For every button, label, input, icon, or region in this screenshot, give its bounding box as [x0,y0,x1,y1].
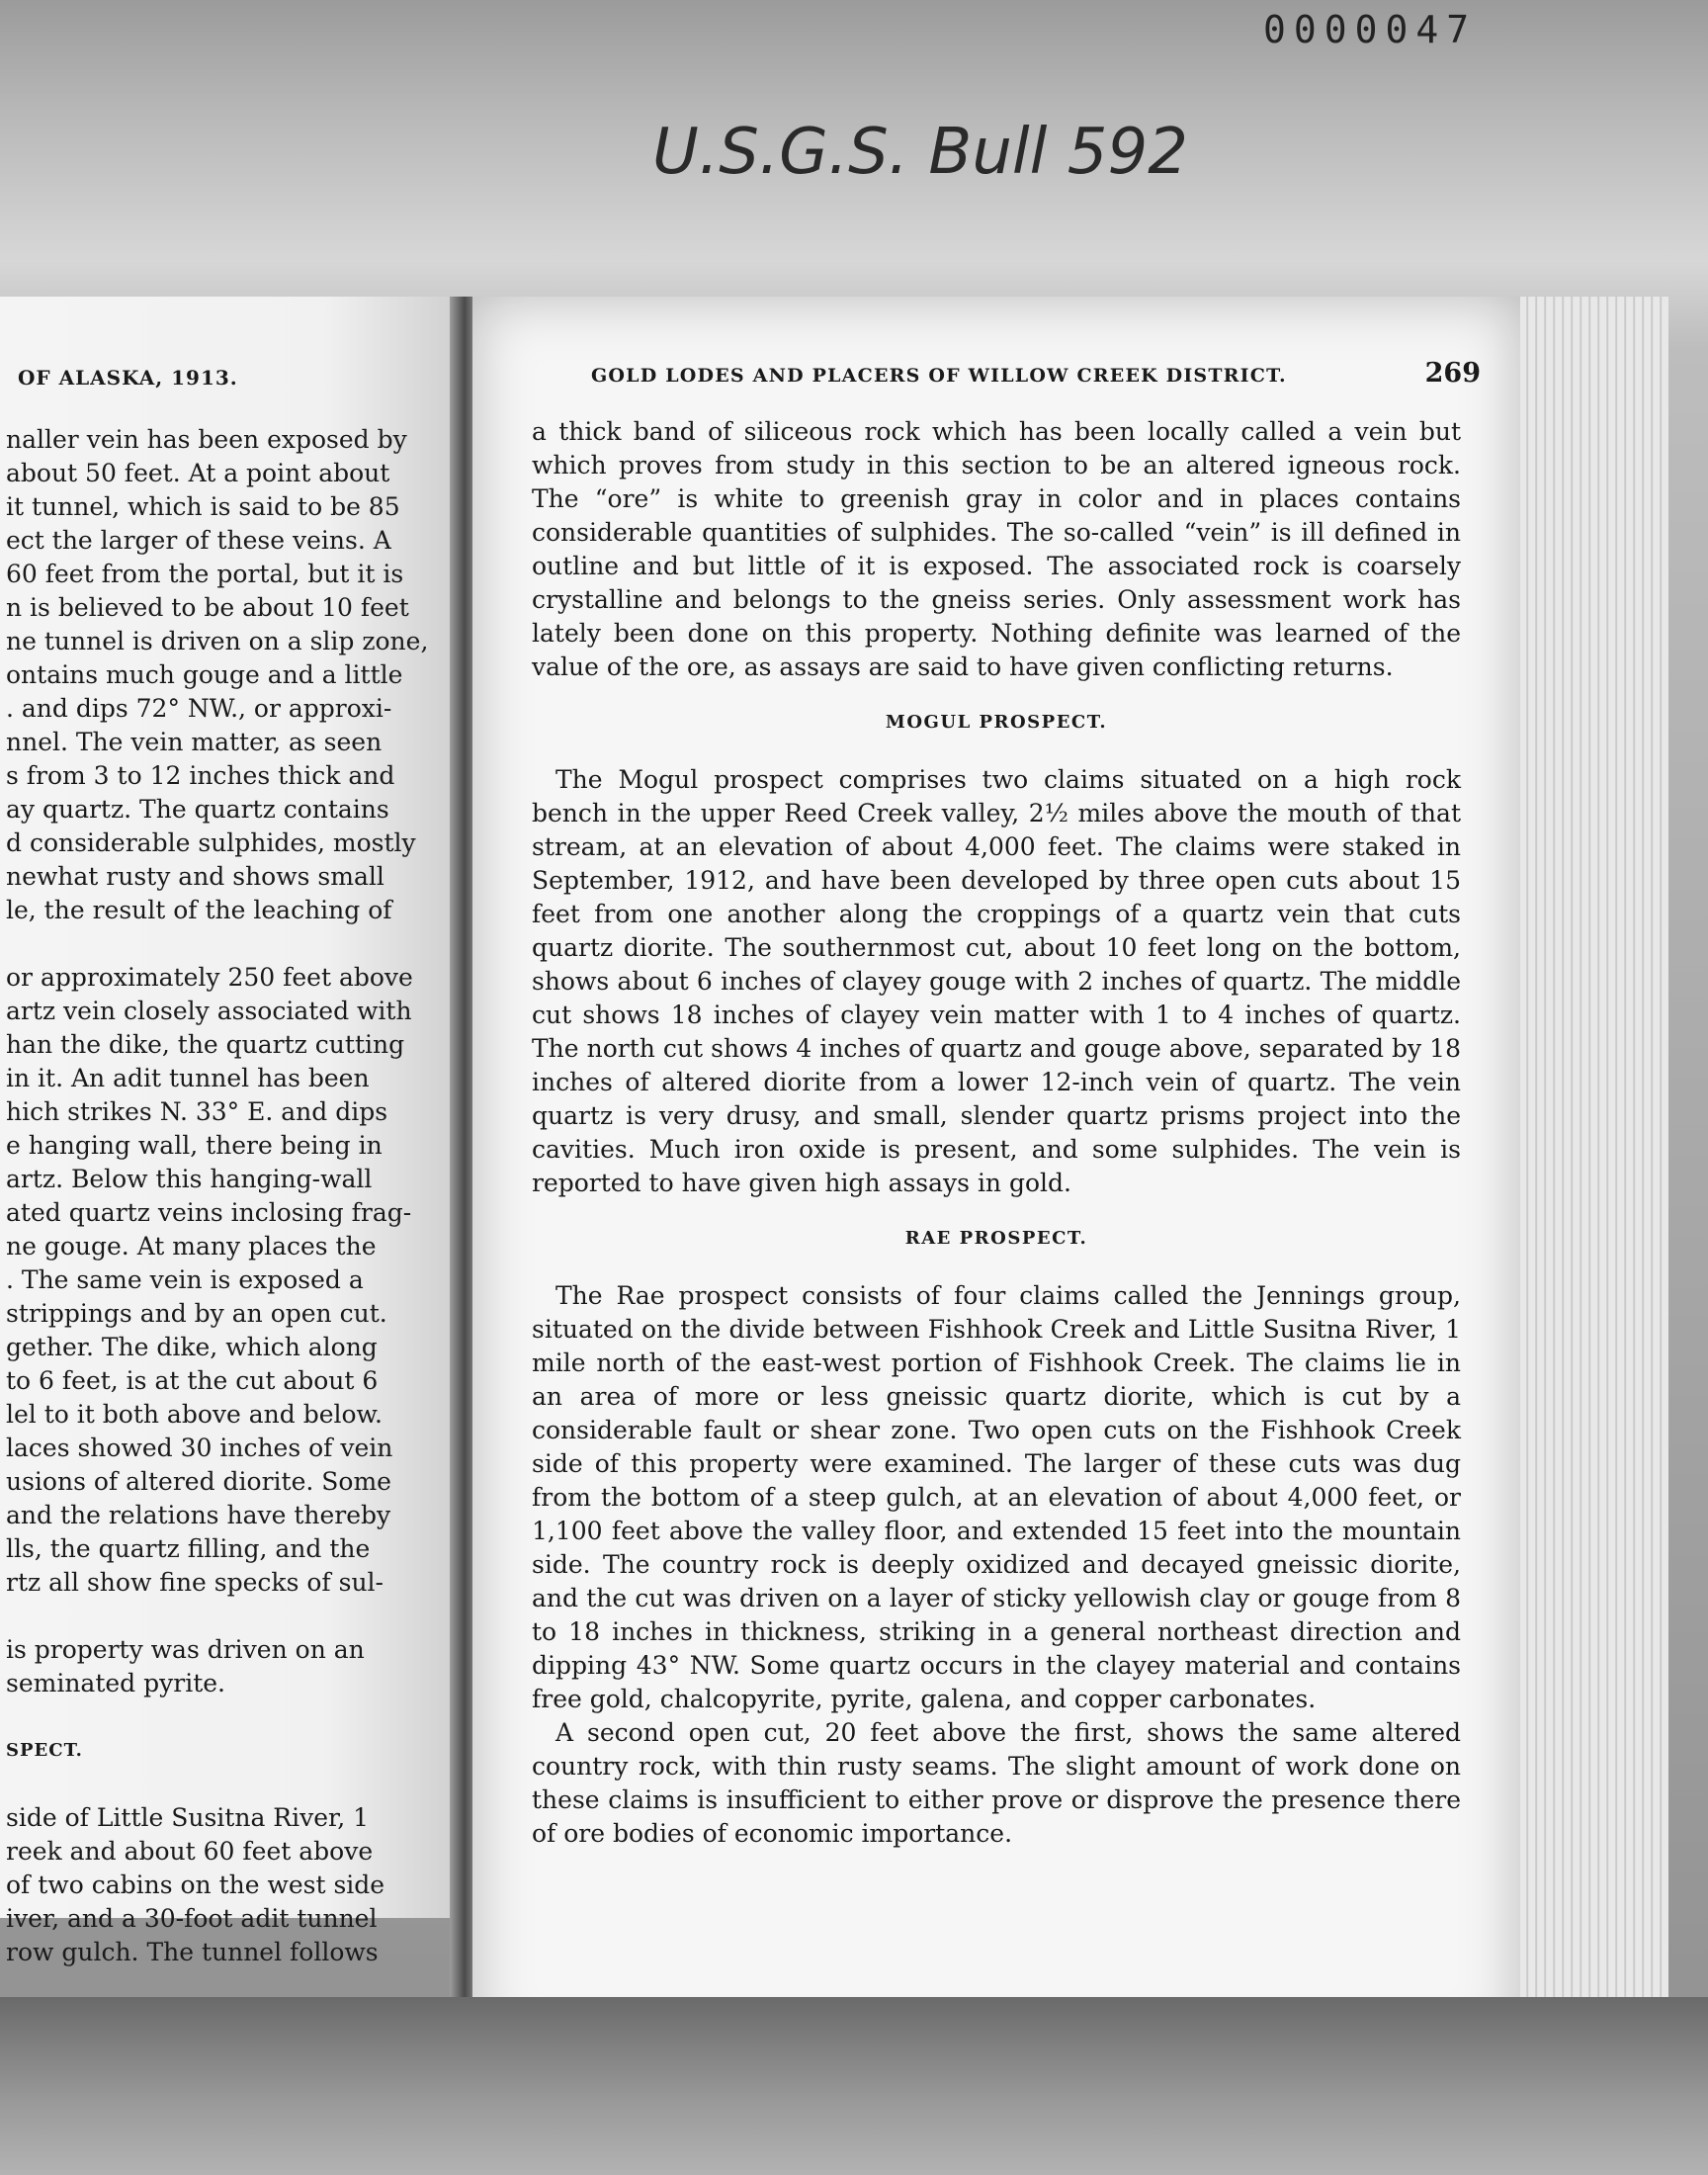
page-edges [1520,297,1668,2056]
document-number: 0000047 [1263,8,1478,51]
left-page-line: is property was driven on an [6,1635,365,1664]
left-page-line: n is believed to be about 10 feet [6,593,409,622]
left-page-line: . and dips 72° NW., or approxi- [6,694,392,723]
left-running-head: OF ALASKA, 1913. [18,366,238,390]
left-page-line: ontains much gouge and a little [6,660,403,689]
left-page-line: newhat rusty and shows small [6,862,384,891]
left-page-line: ne gouge. At many places the [6,1232,377,1261]
left-page-line: about 50 feet. At a point about [6,459,390,487]
left-page-line: and the relations have thereby [6,1501,391,1529]
left-page-line: ne tunnel is driven on a slip zone, [6,627,429,655]
scan-bottom-shadow [0,1997,1708,2175]
left-page-line: le, the result of the leaching of [6,896,392,924]
left-page-line: row gulch. The tunnel follows [6,1938,379,1966]
left-page-line: reek and about 60 feet above [6,1837,374,1866]
heading-rae-prospect: RAE PROSPECT. [904,1228,1088,1249]
left-page [0,297,463,1966]
left-page-line: artz. Below this hanging-wall [6,1165,373,1193]
left-page-line: nnel. The vein matter, as seen [6,728,383,756]
left-page-line: d considerable sulphides, mostly [6,828,416,857]
left-page-line: artz vein closely associated with [6,997,412,1025]
handwritten-note [652,104,1285,203]
right-page [472,297,1520,2056]
handwritten-note-text: U.S.G.S. Bull 592 [652,116,1188,189]
left-page-line: usions of altered diorite. Some [6,1467,391,1496]
right-page-body [532,415,1461,1851]
left-page-line: laces showed 30 inches of vein [6,1434,393,1462]
left-page-line: 60 feet from the portal, but it is [6,560,404,588]
left-page-line: seminated pyrite. [6,1669,225,1697]
left-page-line: of two cabins on the west side [6,1870,385,1899]
left-page-line: strippings and by an open cut. [6,1299,387,1328]
left-page-line: ect the larger of these veins. A [6,526,391,555]
left-page-line: s from 3 to 12 inches thick and [6,761,395,790]
left-page-line: naller vein has been exposed by [6,425,407,454]
left-page-line: lel to it both above and below. [6,1400,383,1429]
left-page-line: it tunnel, which is said to be 85 [6,492,400,521]
running-title: GOLD LODES AND PLACERS OF WILLOW CREEK DISTRICT. [591,365,1287,387]
paragraph-mogul: The Mogul prospect comprises two claims situated on a high rock bench in the upper Reed Creek valley, 2½ miles above the mouth of that stream, at an elevation of about 4,000 feet. The claims were staked in September, 1912, and have been developed by three open cuts about 15 feet from one another along the croppings of a quartz vein that cuts quartz diorite. The southernmost cut, about 10 feet long on the bottom, shows about 6 inches of clayey gouge with 2 inches of quartz. The middle cut shows 18 inches of clayey vein matter with 1 to 4 inches of quartz. The north cut shows 4 inches of quartz and gouge above, separated by 18 inches of altered diorite from a lower 12-inch vein of quartz. The vein quartz is very drusy, and small, slender quartz prisms project into the cavities. Much iron oxide is present, and some sulphides. The vein is reported to have given high assays in gold. [532,765,1461,1197]
left-page-line: iver, and a 30-foot adit tunnel [6,1904,378,1933]
left-page-line: side of Little Susitna River, 1 [6,1803,370,1832]
heading-mogul-prospect: MOGUL PROSPECT. [885,712,1108,733]
left-page-line: hich strikes N. 33° E. and dips [6,1097,388,1126]
right-running-head [591,358,1481,389]
left-page-line: ay quartz. The quartz contains [6,795,389,824]
page-number: 269 [1424,358,1481,389]
left-page-line: gether. The dike, which along [6,1333,378,1361]
left-page-line: in it. An adit tunnel has been [6,1064,370,1092]
paragraph-rae-1: The Rae prospect consists of four claims called the Jennings group, situated on the divide between Fishhook Creek and Little Susitna River, 1 mile north of the east-west portion of Fishhook Creek. The claims lie in an area of more or less gneissic quartz diorite, which is cut by a considerable fault or shear zone. Two open cuts on the Fishhook Creek side of this property were examined. The larger of these cuts was dug from the bottom of a steep gulch, at an elevation of about 4,000 feet, or 1,100 feet above the valley floor, and extended 15 feet into the mountain side. The country rock is deeply oxidized and decayed gneissic diorite, and the cut was driven on a layer of sticky yellowish clay or gouge from 8 to 18 inches in thickness, striking in a general northeast direction and dipping 43° NW. Some quartz occurs in the clayey material and contains free gold, chalcopyrite, pyrite, galena, and copper carbonates. [532,1281,1461,1713]
left-page-line: e hanging wall, there being in [6,1131,383,1160]
paragraph-intro: a thick band of siliceous rock which has been locally called a vein but which proves from study in this section to be an altered igneous rock. The “ore” is white to greenish gray in color and in places contains considerable quantities of sulphides. The so-called “vein” is ill defined in outline and but little of it is exposed. The associated rock is coarsely crystalline and belongs to the gneiss series. Only assessment work has lately been done on this property. Nothing definite was learned of the value of the ore, as assays are said to have given conflicting returns. [532,417,1461,681]
left-page-line: to 6 feet, is at the cut about 6 [6,1366,379,1395]
left-page-line: SPECT. [6,1740,83,1761]
paragraph-rae-2: A second open cut, 20 feet above the first, shows the same altered country rock, with thin rusty seams. The slight amount of work done on these claims is insufficient to either prove or disprove the presence there of ore bodies of economic importance. [532,1718,1461,1848]
left-page-line: rtz all show fine specks of sul- [6,1568,384,1597]
left-page-line: han the dike, the quartz cutting [6,1030,405,1059]
left-page-line: . The same vein is exposed a [6,1265,364,1294]
left-page-line: or approximately 250 feet above [6,963,413,992]
left-page-line: lls, the quartz filling, and the [6,1534,371,1563]
left-page-line: ated quartz veins inclosing frag- [6,1198,412,1227]
